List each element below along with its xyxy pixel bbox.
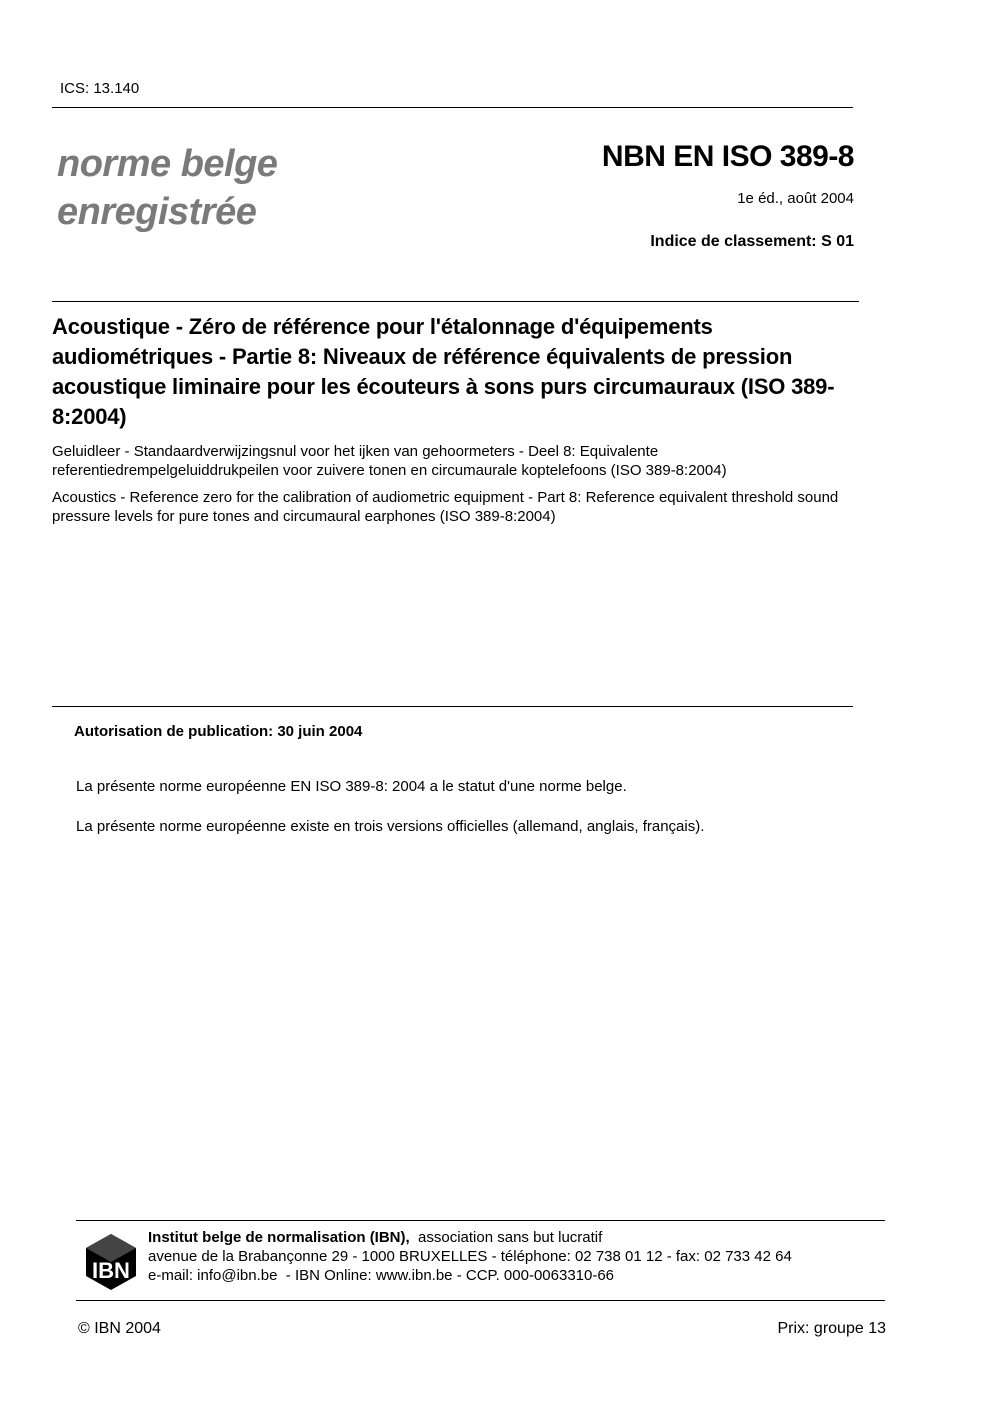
ibn-logo-icon	[84, 1232, 138, 1292]
brand-line-2: enregistrée	[57, 191, 257, 233]
brand-title	[57, 140, 277, 236]
classification-index: Indice de classement: S 01	[650, 233, 854, 250]
brand-line-1: norme belge	[57, 143, 278, 185]
footer-top-divider	[76, 1220, 885, 1221]
edition-date: 1e éd., août 2004	[737, 190, 854, 207]
contact-info: e-mail: info@ibn.be - IBN Online: www.ibn.be - CCP. 000-0063310-66	[148, 1267, 615, 1284]
ics-code: ICS: 13.140	[60, 80, 140, 97]
status-paragraph: La présente norme européenne EN ISO 389-8: 2004 a le statut d'une norme belge.	[76, 778, 627, 795]
footer-bottom-divider	[76, 1300, 885, 1301]
institute-name-line	[148, 1228, 792, 1247]
price-group: Prix: groupe 13	[777, 1320, 886, 1337]
title-divider	[52, 301, 859, 302]
top-divider	[52, 107, 853, 108]
institute-type: association sans but lucratif	[418, 1229, 603, 1246]
copyright: © IBN 2004	[78, 1320, 161, 1337]
title-french: Acoustique - Zéro de référence pour l'étalonnage d'équipements audiométriques - Partie 8: Niveaux de référence équivalents de pression acoustique liminaire pour les écouteurs à sons purs circumauraux (ISO 389-8:2004)	[52, 314, 835, 429]
versions-paragraph: La présente norme européenne existe en trois versions officielles (allemand, anglais, français).	[76, 818, 705, 835]
institute-name: Institut belge de normalisation (IBN),	[148, 1229, 410, 1246]
title-english: Acoustics - Reference zero for the calibration of audiometric equipment - Part 8: Reference equivalent threshold sound pressure levels for pure tones and circumaural earphones (ISO 389-8:2004)	[52, 489, 839, 525]
logo-text: IBN	[92, 1258, 130, 1283]
title-dutch: Geluidleer - Standaardverwijzingsnul voor het ijken van gehoormeters - Deel 8: Equivalente referentiedrempelgeluiddrukpeilen voor zuivere tonen en circumaurale koptelefoons (ISO 389-8:2004)	[52, 443, 727, 479]
postal-address: avenue de la Brabançonne 29 - 1000 BRUXELLES - téléphone: 02 738 01 12 - fax: 02 733 42 64	[148, 1248, 792, 1265]
standard-number: NBN EN ISO 389-8	[601, 140, 854, 173]
publication-divider	[52, 706, 853, 707]
publication-authorisation: Autorisation de publication: 30 juin 2004	[74, 723, 363, 740]
institute-address	[148, 1228, 792, 1285]
